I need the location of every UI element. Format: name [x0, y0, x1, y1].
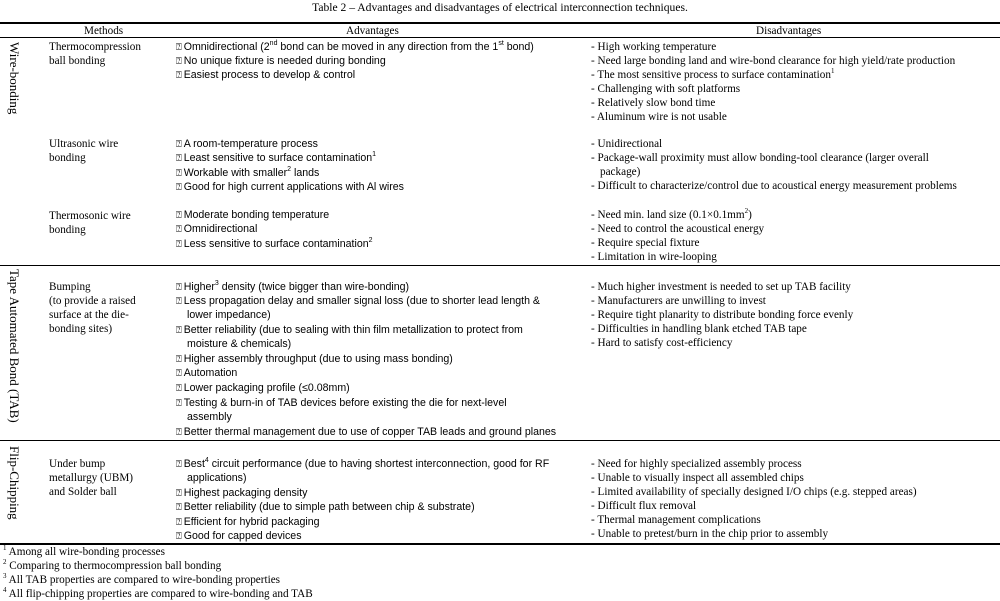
disadvantage-item: - Unable to pretest/burn in the chip prior to assembly [591, 527, 828, 541]
advantage-item: ⍰ Easiest process to develop & control [176, 68, 355, 83]
disadvantage-item: - Package-wall proximity must allow bonding-tool clearance (larger overall [591, 151, 929, 165]
disadvantage-item: - Difficult to characterize/control due to acoustical energy measurement problems [591, 179, 957, 193]
disadvantage-item: - Difficult flux removal [591, 499, 696, 513]
disadvantage-item: - Aluminum wire is not usable [591, 110, 727, 124]
method-line: ball bonding [49, 55, 106, 67]
method-line: (to provide a raised [49, 295, 136, 307]
advantage-item: ⍰ Higher$^3$ density (twice bigger than wire-bonding) [176, 280, 409, 295]
advantage-item: ⍰ Higher assembly throughput (due to using mass bonding) [176, 352, 453, 367]
method-line: Under bump [49, 458, 106, 470]
disadvantage-item: - Much higher investment is needed to set up TAB facility [591, 280, 851, 294]
header-methods: Methods [84, 25, 124, 37]
advantage-item: ⍰ Omnidirectional (2nd bond can be moved in any direction from the 1st bond) [176, 40, 534, 55]
disadvantage-item: - Difficulties in handling blank etched TAB tape [591, 322, 807, 336]
method-line: Thermocompression [49, 41, 141, 53]
table-caption: Table 2 – Advantages and disadvantages of electrical interconnection techniques. [312, 1, 688, 14]
method-line: and Solder ball [49, 486, 117, 498]
advantage-item-continued: assembly [187, 411, 232, 423]
group-label-flip-chipping: Flip-Chipping [7, 446, 22, 520]
advantage-item: ⍰ Better reliability (due to simple path between chip & substrate) [176, 500, 475, 515]
disadvantage-item: - Require special fixture [591, 236, 699, 250]
advantage-item: ⍰ Moderate bonding temperature [176, 208, 329, 223]
disadvantage-item: - Thermal management complications [591, 513, 761, 527]
method-line: Ultrasonic wire [49, 138, 119, 150]
disadvantage-item: - Need large bonding land and wire-bond clearance for high yield/rate production [591, 54, 955, 68]
header-rule [0, 37, 1000, 38]
advantage-item: ⍰ A room-temperature process [176, 137, 318, 152]
header-advantages: Advantages [346, 25, 399, 37]
method-line: bonding [49, 224, 86, 236]
disadvantage-item: - Require tight planarity to distribute bonding force evenly [591, 308, 853, 322]
disadvantage-item: - Unable to visually inspect all assembled chips [591, 471, 804, 485]
advantage-item-continued: applications) [187, 472, 247, 484]
advantage-item: ⍰ Good for capped devices [176, 529, 302, 544]
advantage-item: ⍰ Better thermal management due to use of copper TAB leads and ground planes [176, 425, 556, 440]
advantage-item: ⍰ Efficient for hybrid packaging [176, 515, 320, 530]
disadvantage-item: - Need for highly specialized assembly process [591, 457, 802, 471]
group-label-wire-bonding: Wire-bonding [7, 42, 22, 115]
disadvantage-item: - Need min. land size $(0.1\times 0.1mm^2)$ [591, 208, 752, 222]
group-label-tab: Tape Automated Bond (TAB) [7, 269, 22, 423]
disadvantage-item: - Limitation in wire-looping [591, 250, 717, 264]
group-divider-tab [0, 265, 1000, 266]
advantage-item: ⍰ Testing & burn-in of TAB devices before existing the die for next-level [176, 396, 507, 411]
disadvantage-item-continued: package) [600, 166, 641, 178]
advantage-item: ⍰ Omnidirectional [176, 222, 257, 237]
disadvantage-item: - Manufacturers are unwilling to invest [591, 294, 766, 308]
disadvantage-item: - The most sensitive process to surface contamination$^1$ [591, 68, 834, 82]
footnote: $^4$ All flip-chipping properties are compared to wire-bonding and TAB [3, 586, 313, 600]
method-line: bonding [49, 152, 86, 164]
disadvantage-item: - Limited availability of specially designed I/O chips (e.g. stepped areas) [591, 485, 917, 499]
advantage-item: ⍰ Highest packaging density [176, 486, 307, 501]
header-disadvantages: Disadvantages [756, 25, 822, 37]
method-line: Thermosonic wire [49, 210, 131, 222]
advantage-item: ⍰ Least sensitive to surface contamination$^1$ [176, 151, 376, 166]
advantage-item-continued: moisture & chemicals) [187, 338, 292, 350]
footnote: $^1$ Among all wire-bonding processes [3, 544, 165, 558]
disadvantage-item: - Need to control the acoustical energy [591, 222, 764, 236]
advantage-item: ⍰ Less propagation delay and smaller signal loss (due to shorter lead length & [176, 294, 540, 309]
disadvantage-item: - Unidirectional [591, 137, 662, 151]
method-line: metallurgy (UBM) [49, 472, 133, 484]
footnote: $^3$ All TAB properties are compared to wire-bonding properties [3, 572, 281, 586]
advantage-item-continued: lower impedance) [187, 309, 271, 321]
advantage-item: ⍰ Automation [176, 366, 237, 381]
advantage-item: ⍰ Less sensitive to surface contamination$^2$ [176, 237, 373, 252]
disadvantage-item: - High working temperature [591, 40, 716, 54]
footnote: $^2$ Comparing to thermocompression ball bonding [3, 558, 222, 572]
advantage-item: ⍰ Better reliability (due to sealing with thin film metallization to protect from [176, 323, 523, 338]
method-line: Bumping [49, 281, 91, 293]
disadvantage-item: - Challenging with soft platforms [591, 82, 740, 96]
advantage-item: ⍰ No unique fixture is needed during bonding [176, 54, 386, 69]
disadvantage-item: - Relatively slow bond time [591, 96, 715, 110]
method-line: surface at the die- [49, 309, 129, 321]
advantage-item: ⍰ Good for high current applications with Al wires [176, 180, 404, 195]
group-divider-flip-chip [0, 440, 1000, 441]
advantage-item: ⍰ Workable with smaller$^2$ lands [176, 166, 319, 181]
disadvantage-item: - Hard to satisfy cost-efficiency [591, 336, 732, 350]
advantage-item: ⍰ Lower packaging profile (≤0.08mm) [176, 381, 350, 396]
advantage-item: ⍰ Best$^4$ circuit performance (due to having shortest interconnection, good for RF [176, 457, 549, 472]
top-rule [0, 22, 1000, 24]
method-line: bonding sites) [49, 323, 113, 335]
